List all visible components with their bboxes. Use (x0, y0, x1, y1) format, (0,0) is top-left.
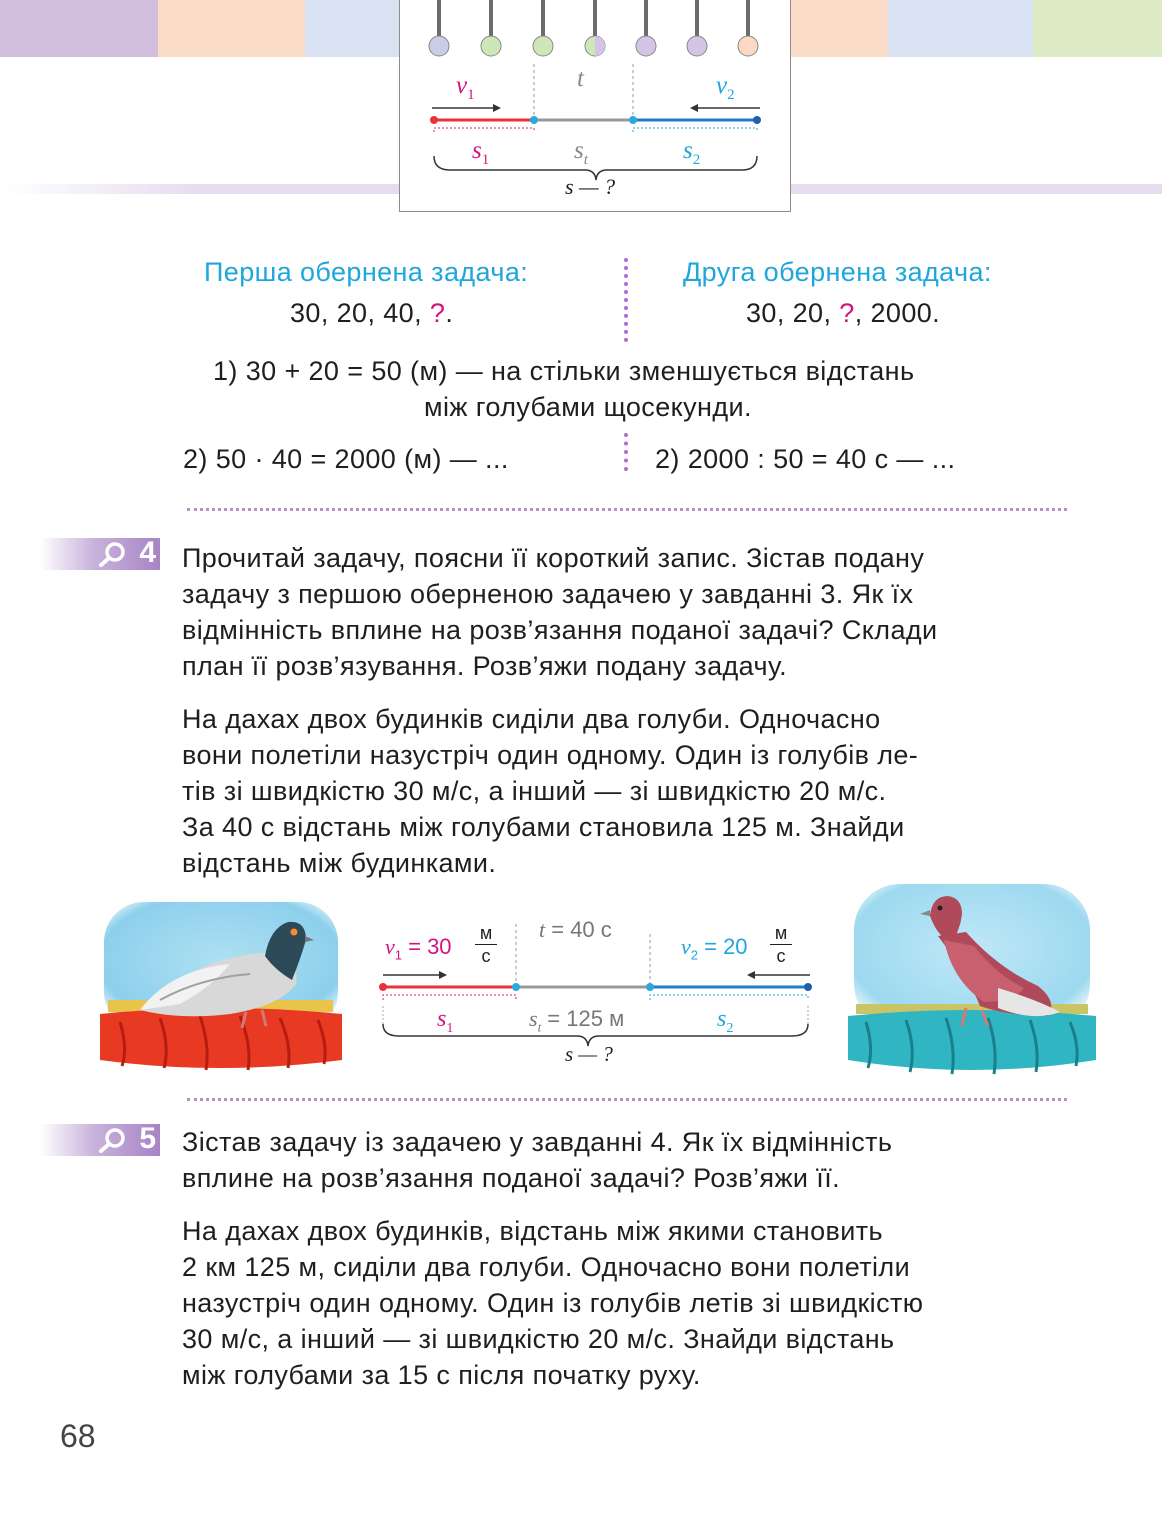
unit-fraction (475, 922, 497, 967)
header-rule (0, 184, 400, 194)
unit-denominator: с (770, 944, 792, 967)
arrow-right-icon (493, 104, 501, 112)
s2-label: $s_2$ (683, 137, 701, 168)
text-line: назустріч один одному. Один із голубів летів зі швидкістю (182, 1288, 924, 1318)
text-line: тів зі швидкістю 30 м/с, а інший — зі швидкістю 20 м/с. (182, 776, 887, 806)
task4-diagram (377, 912, 817, 1072)
text-line: На дахах двох будинків сиділи два голуби. Одночасно (182, 704, 881, 734)
t-value-label: t = 40 с (539, 917, 612, 942)
text-line: між голубами за 15 с після початку руху. (182, 1360, 701, 1390)
unit-denominator: с (475, 944, 497, 967)
magnifier-icon (98, 1127, 128, 1153)
st-label: $s_t$ (574, 137, 588, 168)
text-line: відстань між будинками. (182, 848, 497, 878)
v1-value-label: $v_1 = 30$ (385, 934, 452, 963)
task5-problem (182, 1213, 923, 1393)
first-inverse-values: 30, 20, 40, ?. (290, 298, 454, 328)
column-divider (624, 433, 628, 471)
header-strip (305, 0, 400, 57)
text-line: вони полетіли назустріч один одному. Один із голубів ле- (182, 740, 919, 770)
gray-pigeon-illustration (100, 898, 342, 1074)
step1-line1: 1) 30 + 20 = 50 (м) — на стільки зменшується відстань (213, 356, 915, 386)
first-inverse-title: Перша обернена задача: (204, 257, 529, 287)
step2-left: 2) 50 · 40 = 2000 (м) — ... (183, 444, 509, 474)
step1-line2: між голубами щосекунди. (424, 392, 752, 422)
task-badge-4 (40, 538, 160, 570)
s-question-label: s — ? (565, 1042, 613, 1066)
header-rule (790, 184, 1162, 194)
unit-fraction (770, 922, 792, 967)
text-line: 2 км 125 м, сиділи два голуби. Одночасно вони полетіли (182, 1252, 911, 1282)
page-number: 68 (60, 1418, 96, 1454)
header-strip (888, 0, 1033, 57)
column-divider (624, 258, 628, 342)
header-strip (790, 0, 888, 57)
s1-label: $s_1$ (472, 137, 490, 168)
arrow-left-icon (747, 971, 755, 979)
notebook-diagram (399, 0, 791, 212)
text-line: На дахах двох будинків, відстань між якими становить (182, 1216, 883, 1246)
text-line: Прочитай задачу, поясни її короткий запис. Зістав подану (182, 543, 925, 573)
text-line: 30 м/с, а інший — зі швидкістю 20 м/с. Знайди відстань (182, 1324, 895, 1354)
v2-value-label: $v_2 = 20$ (681, 934, 748, 963)
s1-label: $s_1$ (437, 1006, 454, 1036)
section-separator (187, 508, 1067, 511)
s-question-label: s — ? (565, 174, 616, 199)
text-line: відмінність вплине на розв’язання поданої задачі? Склади (182, 615, 938, 645)
text-line: вплине на розв’язання поданої задачі? Розв’яжи її. (182, 1163, 840, 1193)
t-label: t (577, 65, 584, 92)
task-number: 5 (139, 1122, 156, 1155)
v2-label: $v_2$ (716, 72, 735, 103)
unit-numerator: м (479, 923, 493, 943)
arrow-right-icon (439, 971, 447, 979)
spiral-rings (429, 0, 758, 56)
task4-instructions (182, 540, 938, 684)
v1-label: $v_1$ (456, 72, 475, 103)
task-number: 4 (139, 536, 156, 569)
text-line: план її розв’язування. Розв’яжи подану задачу. (182, 651, 788, 681)
task5-instructions (182, 1124, 892, 1196)
second-inverse-title: Друга обернена задача: (683, 257, 992, 287)
magnifier-icon (98, 541, 128, 567)
section-separator (187, 1098, 1067, 1101)
task4-problem (182, 701, 918, 881)
text-line: задачу з першою оберненою задачею у завданні 3. Як їх (182, 579, 914, 609)
unit-numerator: м (774, 923, 788, 943)
step2-right: 2) 2000 : 50 = 40 с — ... (655, 444, 956, 474)
header-strip (0, 0, 158, 57)
task-badge-5 (40, 1124, 160, 1156)
red-pigeon-illustration (848, 876, 1096, 1076)
arrow-left-icon (690, 104, 698, 112)
header-strip (158, 0, 305, 57)
second-inverse-values: 30, 20, ?, 2000. (746, 298, 941, 328)
text-line: Зістав задачу із задачею у завданні 4. Як їх відмінність (182, 1127, 893, 1157)
header-strip (1033, 0, 1162, 57)
s2-label: $s_2$ (717, 1006, 734, 1036)
text-line: За 40 с відстань між голубами становила 125 м. Знайди (182, 812, 905, 842)
st-value-label: $s_t = 125$ м (529, 1006, 625, 1035)
